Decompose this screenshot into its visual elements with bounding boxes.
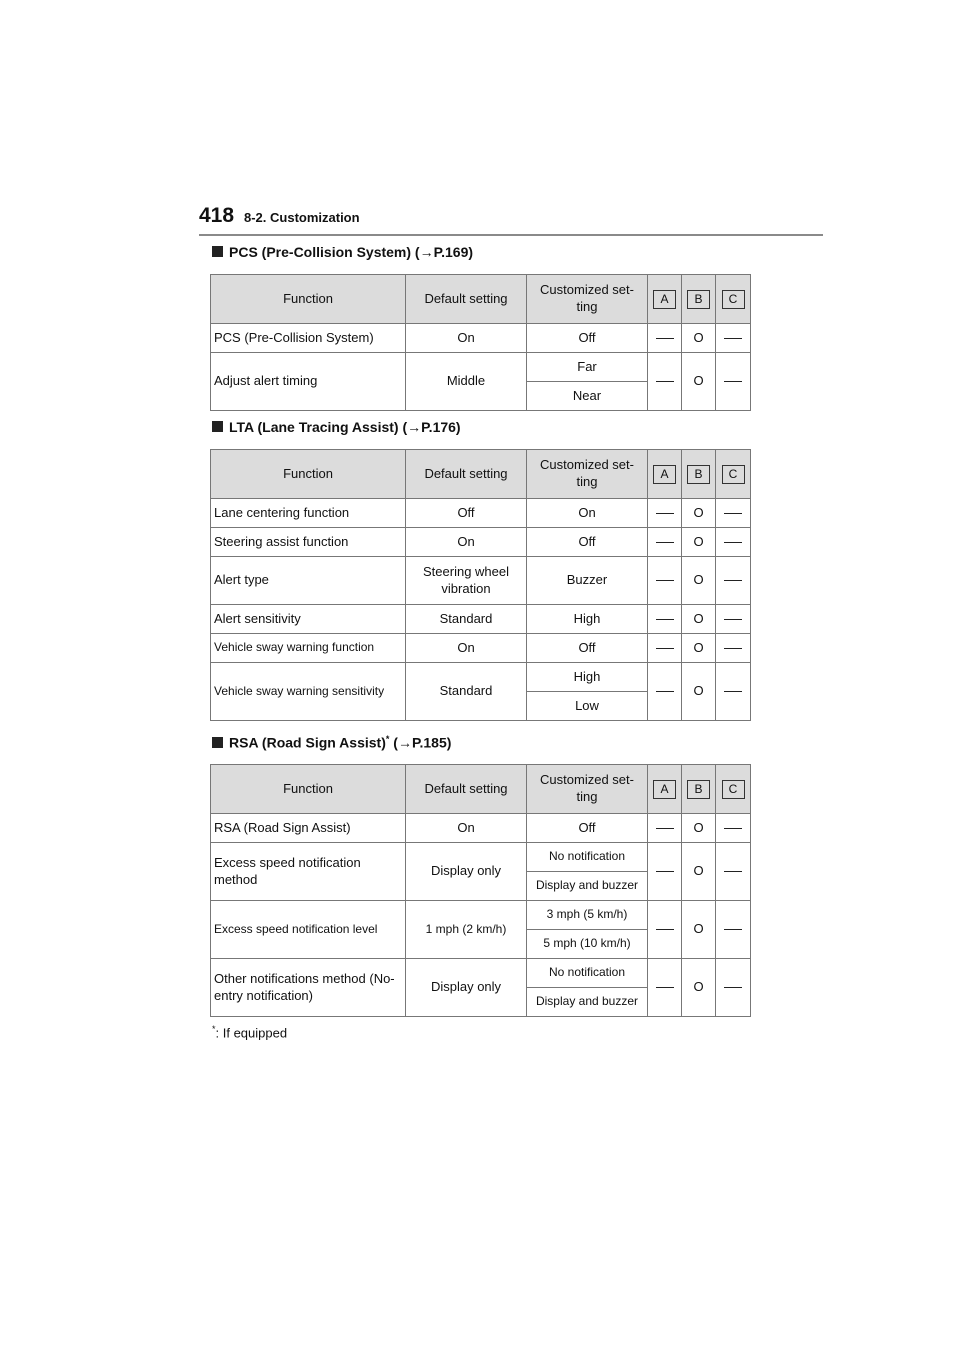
default-cell: On: [406, 324, 527, 353]
column-b-mark: O: [682, 528, 716, 557]
header-default: Default setting: [406, 765, 527, 814]
header-function: Function: [211, 275, 406, 324]
dash-icon: [656, 619, 674, 620]
dash-icon: [656, 929, 674, 930]
column-b-mark: O: [682, 663, 716, 721]
function-cell: Steering assist function: [211, 528, 406, 557]
column-c-mark: [716, 901, 751, 959]
dash-icon: [724, 828, 742, 829]
table-header-row: [211, 765, 751, 814]
page-reference[interactable]: P.169): [433, 244, 474, 260]
column-c-badge: C: [722, 465, 745, 484]
default-cell: On: [406, 814, 527, 843]
table-header-row: [211, 450, 751, 499]
column-a-mark: [648, 499, 682, 528]
column-b-mark: O: [682, 499, 716, 528]
custom-cell: Display and buzzer: [527, 988, 648, 1017]
page-reference[interactable]: P.176): [421, 419, 461, 435]
custom-cell: Far: [527, 353, 648, 382]
dash-icon: [724, 648, 742, 649]
lta-table: [210, 449, 751, 721]
rsa-table: [210, 764, 751, 1017]
square-bullet-icon: [212, 737, 223, 748]
column-c-mark: [716, 557, 751, 605]
column-b-mark: O: [682, 634, 716, 663]
dash-icon: [724, 381, 742, 382]
dash-icon: [724, 338, 742, 339]
column-c-mark: [716, 814, 751, 843]
function-cell: Alert type: [211, 557, 406, 605]
footnote-text: : If equipped: [215, 1025, 288, 1041]
custom-cell: No notification: [527, 843, 648, 872]
column-a-mark: [648, 843, 682, 901]
custom-cell: Display and buzzer: [527, 872, 648, 901]
table-row: [211, 901, 751, 930]
column-b-mark: O: [682, 353, 716, 411]
dash-icon: [656, 648, 674, 649]
default-cell: Display only: [406, 959, 527, 1017]
dash-icon: [724, 691, 742, 692]
header-custom: Customized set-ting: [527, 765, 648, 814]
table-row: [211, 557, 751, 605]
dash-icon: [656, 381, 674, 382]
default-cell: 1 mph (2 km/h): [406, 901, 527, 959]
column-b-badge: B: [687, 465, 710, 484]
page-reference[interactable]: P.185): [411, 734, 452, 751]
custom-cell: Low: [527, 692, 648, 721]
footnote: [212, 1024, 287, 1040]
dash-icon: [724, 619, 742, 620]
column-a-mark: [648, 324, 682, 353]
custom-cell: High: [527, 663, 648, 692]
dash-icon: [656, 542, 674, 543]
custom-cell: Off: [527, 528, 648, 557]
square-bullet-icon: [212, 421, 223, 432]
function-cell: Adjust alert timing: [211, 353, 406, 411]
column-a-badge: A: [653, 465, 676, 484]
table-header-row: [211, 275, 751, 324]
default-cell: Middle: [406, 353, 527, 411]
header-function: Function: [211, 765, 406, 814]
dash-icon: [656, 338, 674, 339]
column-b-mark: O: [682, 959, 716, 1017]
function-cell: Excess speed notification method: [211, 843, 406, 901]
column-a-mark: [648, 901, 682, 959]
chapter-title: 8-2. Customization: [244, 210, 360, 225]
column-c-mark: [716, 959, 751, 1017]
function-cell: RSA (Road Sign Assist): [211, 814, 406, 843]
function-cell: PCS (Pre-Collision System): [211, 324, 406, 353]
table-row: [211, 843, 751, 872]
column-b-mark: O: [682, 557, 716, 605]
custom-cell: Buzzer: [527, 557, 648, 605]
footnote-marker: *: [385, 734, 390, 744]
column-a-mark: [648, 605, 682, 634]
default-cell: Steering wheel vibration: [406, 557, 527, 605]
section-title-pcs: PCS (Pre-Collision System) (→P.169): [212, 244, 473, 260]
dash-icon: [656, 580, 674, 581]
column-c-mark: [716, 605, 751, 634]
dash-icon: [724, 580, 742, 581]
square-bullet-icon: [212, 246, 223, 257]
column-c-badge: C: [722, 780, 745, 799]
custom-cell: 5 mph (10 km/h): [527, 930, 648, 959]
table-row: [211, 324, 751, 353]
column-a-mark: [648, 634, 682, 663]
custom-cell: No notification: [527, 959, 648, 988]
custom-cell: 3 mph (5 km/h): [527, 901, 648, 930]
function-cell: Alert sensitivity: [211, 605, 406, 634]
column-b-badge: B: [687, 780, 710, 799]
default-cell: Standard: [406, 663, 527, 721]
column-c-mark: [716, 843, 751, 901]
page-number: 418: [199, 204, 235, 227]
column-b-badge: B: [687, 290, 710, 309]
table-row: [211, 353, 751, 382]
header-default: Default setting: [406, 275, 527, 324]
column-a-mark: [648, 353, 682, 411]
table-row: [211, 663, 751, 692]
custom-cell: Near: [527, 382, 648, 411]
default-cell: On: [406, 634, 527, 663]
column-b-mark: O: [682, 901, 716, 959]
column-b-mark: O: [682, 324, 716, 353]
column-c-mark: [716, 663, 751, 721]
column-b-mark: O: [682, 814, 716, 843]
table-row: [211, 959, 751, 988]
default-cell: Standard: [406, 605, 527, 634]
custom-cell: Off: [527, 324, 648, 353]
table-row: [211, 605, 751, 634]
function-cell: Other notifications method (No-entry notification): [211, 959, 406, 1017]
page-header: [199, 204, 823, 236]
arrow-icon: →: [407, 419, 422, 435]
custom-cell: On: [527, 499, 648, 528]
arrow-icon: →: [419, 244, 434, 260]
column-a-mark: [648, 814, 682, 843]
column-c-mark: [716, 499, 751, 528]
custom-cell: Off: [527, 634, 648, 663]
pcs-table: [210, 274, 751, 411]
default-cell: On: [406, 528, 527, 557]
section-title-lta: LTA (Lane Tracing Assist) (→P.176): [212, 419, 461, 435]
table-row: [211, 634, 751, 663]
function-cell: Vehicle sway warning function: [211, 634, 406, 663]
custom-cell: Off: [527, 814, 648, 843]
dash-icon: [724, 987, 742, 988]
dash-icon: [724, 513, 742, 514]
dash-icon: [724, 871, 742, 872]
dash-icon: [656, 691, 674, 692]
column-a-mark: [648, 557, 682, 605]
header-custom: Customized set-ting: [527, 275, 648, 324]
header-function: Function: [211, 450, 406, 499]
dash-icon: [656, 871, 674, 872]
custom-cell: High: [527, 605, 648, 634]
dash-icon: [724, 542, 742, 543]
column-a-badge: A: [653, 780, 676, 799]
column-c-badge: C: [722, 290, 745, 309]
header-custom: Customized set-ting: [527, 450, 648, 499]
footnote-star: *: [212, 1024, 216, 1034]
arrow-icon: →: [397, 734, 412, 751]
column-a-mark: [648, 663, 682, 721]
function-cell: Lane centering function: [211, 499, 406, 528]
column-b-mark: O: [682, 605, 716, 634]
dash-icon: [656, 987, 674, 988]
column-b-mark: O: [682, 843, 716, 901]
default-cell: Off: [406, 499, 527, 528]
column-c-mark: [716, 634, 751, 663]
column-a-mark: [648, 528, 682, 557]
column-c-mark: [716, 324, 751, 353]
header-default: Default setting: [406, 450, 527, 499]
column-a-badge: A: [653, 290, 676, 309]
column-a-mark: [648, 959, 682, 1017]
dash-icon: [656, 828, 674, 829]
dash-icon: [656, 513, 674, 514]
function-cell: Vehicle sway warning sensitivity: [211, 663, 406, 721]
section-title-rsa: RSA (Road Sign Assist)* (→P.185): [212, 734, 451, 751]
default-cell: Display only: [406, 843, 527, 901]
table-row: [211, 814, 751, 843]
column-c-mark: [716, 353, 751, 411]
table-row: [211, 528, 751, 557]
table-row: [211, 499, 751, 528]
function-cell: Excess speed notification level: [211, 901, 406, 959]
column-c-mark: [716, 528, 751, 557]
dash-icon: [724, 929, 742, 930]
